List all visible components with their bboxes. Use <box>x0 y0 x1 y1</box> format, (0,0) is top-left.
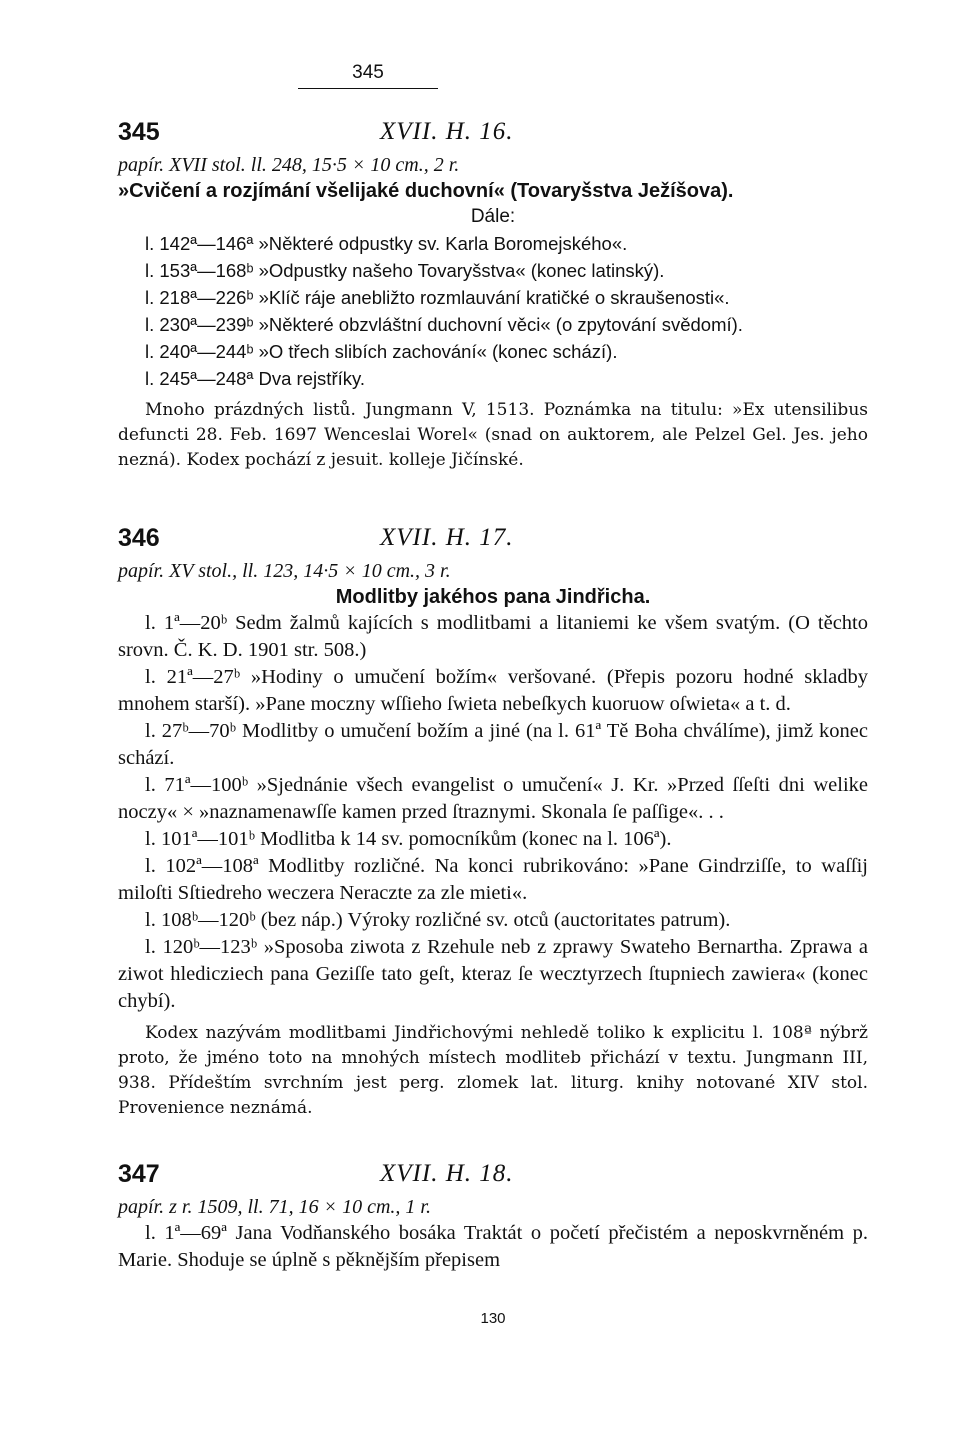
content-item: l. 108ᵇ—120ᵇ (bez náp.) Výroky rozličné sv. otců (auctoritates patrum). <box>145 909 731 931</box>
entry-number: 347 <box>118 1160 160 1188</box>
entry-header <box>118 118 868 152</box>
content-item: l. 230ª—239ᵇ »Některé obzvláštní duchovní věci« (o zpytování svědomí). <box>145 314 743 335</box>
content-item: l. 21ª—27ᵇ »Hodiny o umučení božím« veršované. (Přepis pozoru hodné skladby mnohem starší). »Pane moczny wſſieho ſwieta nebeſkych kuoruow oſwieta« a t. d. <box>118 666 868 715</box>
content-item: l. 27ᵇ—70ᵇ Modlitby o umučení božím a jiné (na l. 61ª Tě Boha chválíme), jimž konec schází. <box>118 720 868 769</box>
content-item: l. 101ª—101ᵇ Modlitba k 14 sv. pomocníkům (konec na l. 106ª). <box>145 828 672 850</box>
catalog-entry-347 <box>118 1160 868 1274</box>
physical-description: papír. XV stol., ll. 123, 14·5 × 10 cm., 3 r. <box>118 560 451 582</box>
catalog-entry-346 <box>118 524 868 1121</box>
content-item: l. 142ª—146ª »Některé odpustky sv. Karla Boromejského«. <box>145 233 628 254</box>
catalog-entry-345 <box>118 118 868 473</box>
running-head: 345 <box>298 62 438 89</box>
entry-title: Modlitby jakéhos pana Jindřicha. <box>335 586 651 608</box>
entry-title: »Cvičení a rozjímání všelijaké duchovní« (Tovaryšstva Ježíšova). <box>118 180 734 202</box>
entry-note: Mnoho prázdných listů. Jungmann V, 1513. Poznámka na titulu: »Ex utensilibus defuncti 28. Feb. 1697 Wenceslai Worel« (snad on auktorem, ale Pelzel Gel. Jes. jeho nezná). Kodex pochází z jesuit. kolleje Jičínské. <box>118 400 868 470</box>
content-item: l. 1ª—20ᵇ Sedm žalmů kajících s modlitbami a litaniemi ke všem svatým. (O těchto srovn. Č. K. D. 1901 str. 508.) <box>118 612 868 661</box>
entry-signature: XVII. H. 16. <box>380 118 514 145</box>
entry-subheading: Dále: <box>470 206 516 227</box>
content-item: l. 102ª—108ª Modlitby rozličné. Na konci rubrikováno: »Pane Gindrziſſe, to waſſij miloſti Sſtiedreho weczera Neraczte za zle mieti«. <box>118 855 868 904</box>
content-item: l. 1ª—69ª Jana Vodňanského bosáka Traktát o početí přečistém a neposkvrněném p. Marie. Shoduje se úplně s pěknějším přepisem <box>118 1222 868 1271</box>
entry-header <box>118 524 868 558</box>
physical-description: papír. z r. 1509, ll. 71, 16 × 10 cm., 1 r. <box>118 1196 431 1218</box>
page-number: 130 <box>480 1310 506 1327</box>
entry-note: Kodex nazývám modlitbami Jindřichovými nehledě toliko k explicitu l. 108ª nýbrž proto, že jméno toto na mnohých místech modliteb přichází v textu. Jungmann III, 938. Přídeštím svrchním jest perg. zlomek lat. liturg. knihy notované XIV stol. Provenience neznámá. <box>118 1023 868 1118</box>
entry-signature: XVII. H. 17. <box>380 524 514 551</box>
entry-number: 346 <box>118 524 160 552</box>
entry-number: 345 <box>118 118 160 146</box>
content-item: l. 120ᵇ—123ᵇ »Sposoba ziwota z Rzehule neb z zprawy Swateho Bernartha. Zprawa a ziwot hledicziech pana Geziſſe tato geſt, kteraz ſe wecztyrzech ſtupniech zawiera« (konec chybí). <box>118 936 868 1012</box>
content-item: l. 240ª—244ᵇ »O třech slibích zachování« (konec schází). <box>145 341 618 362</box>
content-item: l. 153ª—168ᵇ »Odpustky našeho Tovaryšstva« (konec latinský). <box>145 260 665 281</box>
entry-signature: XVII. H. 18. <box>380 1160 514 1187</box>
content-item: l. 245ª—248ª Dva rejstříky. <box>145 368 366 389</box>
content-item: l. 71ª—100ᵇ »Sjednánie všech evangelist o umučení« J. Kr. »Przed ſſeſti dni welike noczy« × »naznamenawſſe kamen przed ſtraznymi. Skonala ſe paſſige«. . . <box>118 774 868 823</box>
entry-header <box>118 1160 868 1194</box>
content-item: l. 218ª—226ᵇ »Klíč ráje anebližto rozmlauvání kratičké o skraušenosti«. <box>145 287 730 308</box>
physical-description: papír. XVII stol. ll. 248, 15·5 × 10 cm., 2 r. <box>118 154 460 176</box>
